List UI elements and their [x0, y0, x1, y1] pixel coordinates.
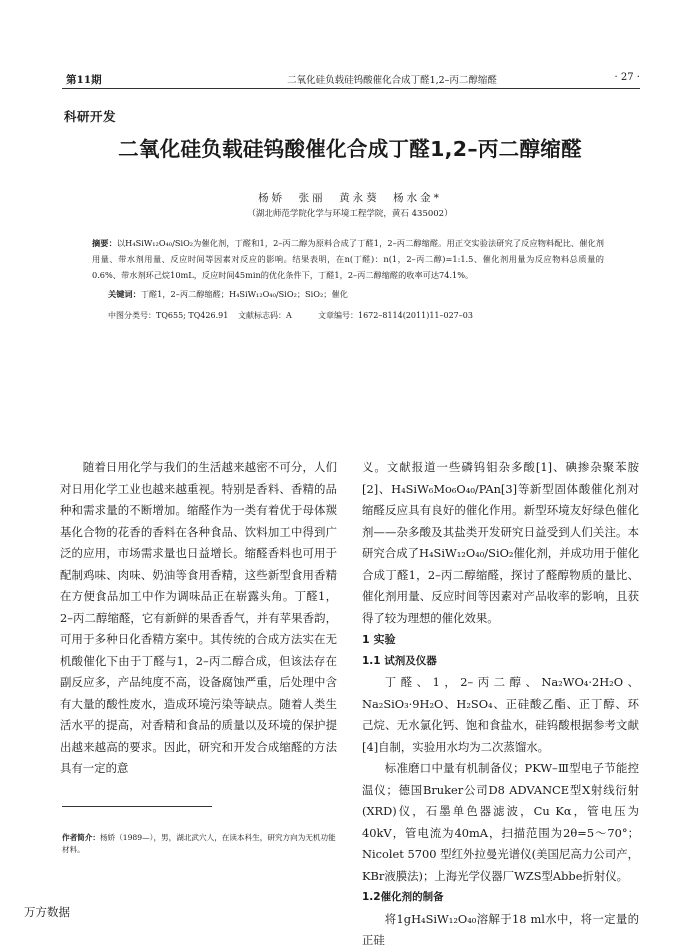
catalyst-paragraph: 将1gH₄SiW₁₂O₄₀溶解于18 ml水中，将一定量的正硅: [362, 911, 639, 947]
reagents-paragraph: 丁醛、1，2–丙二醇、Na₂WO₄·2H₂O、Na₂SiO₃·9H₂O、H₂SO₄、正硅酸乙酯、正丁醇、环己烷、无水氯化钙、饱和食盐水，硅钨酸根据参考文献[4]自制，实验用水均为二次蒸馏水。: [362, 675, 639, 754]
intro-continued: 义。文献报道一些磷钨钼杂多酸[1]、碘掺杂聚苯胺[2]、H₄SiW₆Mo₆O₄₀/PAn[3]等新型固体酸催化剂对缩醛反应具有良好的催化作用。新型环境友好绿色催化剂——杂多酸及其盐类开发研究日益受到人们关注。本研究合成了H₄SiW₁₂O₄₀/SiO₂催化剂，并成功用于催化合成丁醛1，2–丙二醇缩醛，探讨了醛醇物质的量比、催化剂用量、反应时间等因素对产品收率的影响，且获得了较为理想的催化效果。: [362, 460, 639, 625]
authors: 杨娇 张丽 黄永葵 杨水金*: [258, 192, 442, 204]
keywords-text: 丁醛1，2–丙二醇缩醛；H₄SiW₁₂O₄₀/SiO₂；SiO₂；催化: [140, 289, 348, 299]
footnote-label: 作者简介：: [62, 833, 100, 842]
keywords-label: 关键词：: [108, 289, 141, 299]
author-footnote: [62, 832, 337, 856]
watermark: 万方数据: [24, 905, 70, 919]
document-code: 文献标志码：A: [238, 311, 292, 320]
affiliation: （湖北师范学院化学与环境工程学院，黄石 435002）: [247, 209, 453, 219]
header-divider: [62, 88, 640, 89]
abstract: [92, 235, 604, 283]
keywords: [108, 289, 348, 300]
right-column: [362, 457, 639, 952]
issue-number: 第11期: [66, 74, 102, 86]
clc-number: 中图分类号：TQ655; TQ426.91: [108, 311, 229, 320]
section-label: 科研开发: [64, 109, 117, 124]
footnote-divider: [62, 806, 212, 807]
article-number: 文章编号：1672–8114(2011)11–027–03: [318, 311, 473, 320]
instruments-paragraph: 标准磨口中量有机制备仪；PKW–Ⅲ型电子节能控温仪；德国Bruker公司D8 ADVANCE型X射线衍射(XRD)仪，石墨单色器滤波，Cu Kα，管电压为40kV，管电流为40mA，扫描范围为2θ=5～70°；Nicolet 5700 型红外拉曼光谱仪(美国尼高力公司产，KBr液膜法)；上海光学仪器厂WZS型Abbe折射仪。: [362, 761, 639, 883]
intro-paragraph: 随着日用化学与我们的生活越来越密不可分，人们对日用化学工业也越来越重视。特别是香料、香精的品种和需求量的不断增加。缩醛作为一类有着优于母体羰基化合物的花香的香料在各种食品、饮料加工中得到广泛的应用，市场需求量也日益增长。缩醛香料也可用于配制鸡味、肉味、奶油等食用香精，这些新型食用香精在方便食品加工中作为调味品正在崭露头角。丁醛1，2–丙二醇缩醛，它有新鲜的果香香气，并有苹果香韵，可用于多种日化香精方案中。其传统的合成方法实在无机酸催化下由于丁醛与1，2–丙二醇合成，但该法存在副反应多，产品纯度不高，设备腐蚀严重，后处理中含有大量的酸性废水，造成环境污染等缺点。随着人类生活水平的提高，对香精和食品的质量以及环境的保护提出越来越高的要求。因此，研究和开发合成缩醛的方法具有一定的意: [60, 460, 337, 775]
abstract-text: 以H₄SiW₁₂O₄₀/SiO₂为催化剂，丁醛和1，2–丙二醇为原料合成了丁醛1，2–丙二醇缩醛。用正交实验法研究了反应物料配比、催化剂用量、带水剂用量、反应时间等因素对反应的影响。结果表明，在n(丁醛)：n(1，2–丙二醇)=1:1.5、催化剂用量为反应物料总质量的0.6%、带水剂环己烷10mL，反应时间45min的优化条件下，丁醛1，2–丙二醇缩醛的收率可达74.1%。: [92, 238, 604, 280]
heading-experiment: 1 实验: [362, 633, 396, 646]
heading-reagents: 1.1 试剂及仪器: [362, 654, 437, 667]
left-column: [60, 457, 337, 780]
heading-catalyst-prep: 1.2催化剂的制备: [362, 891, 444, 903]
running-title: 二氧化硅负载硅钨酸催化合成丁醛1,2–丙二醇缩醛: [287, 75, 497, 86]
page-number: · 27 ·: [614, 72, 640, 83]
footnote-text: 杨娇（1989—），男，湖北武穴人，在读本科生，研究方向为无机功能材料。: [62, 833, 336, 854]
classification-line: [108, 310, 608, 324]
article-title: 二氧化硅负载硅钨酸催化合成丁醛1,2–丙二醇缩醛: [118, 137, 582, 161]
abstract-label: 摘要：: [92, 238, 117, 248]
running-header: [62, 70, 640, 86]
